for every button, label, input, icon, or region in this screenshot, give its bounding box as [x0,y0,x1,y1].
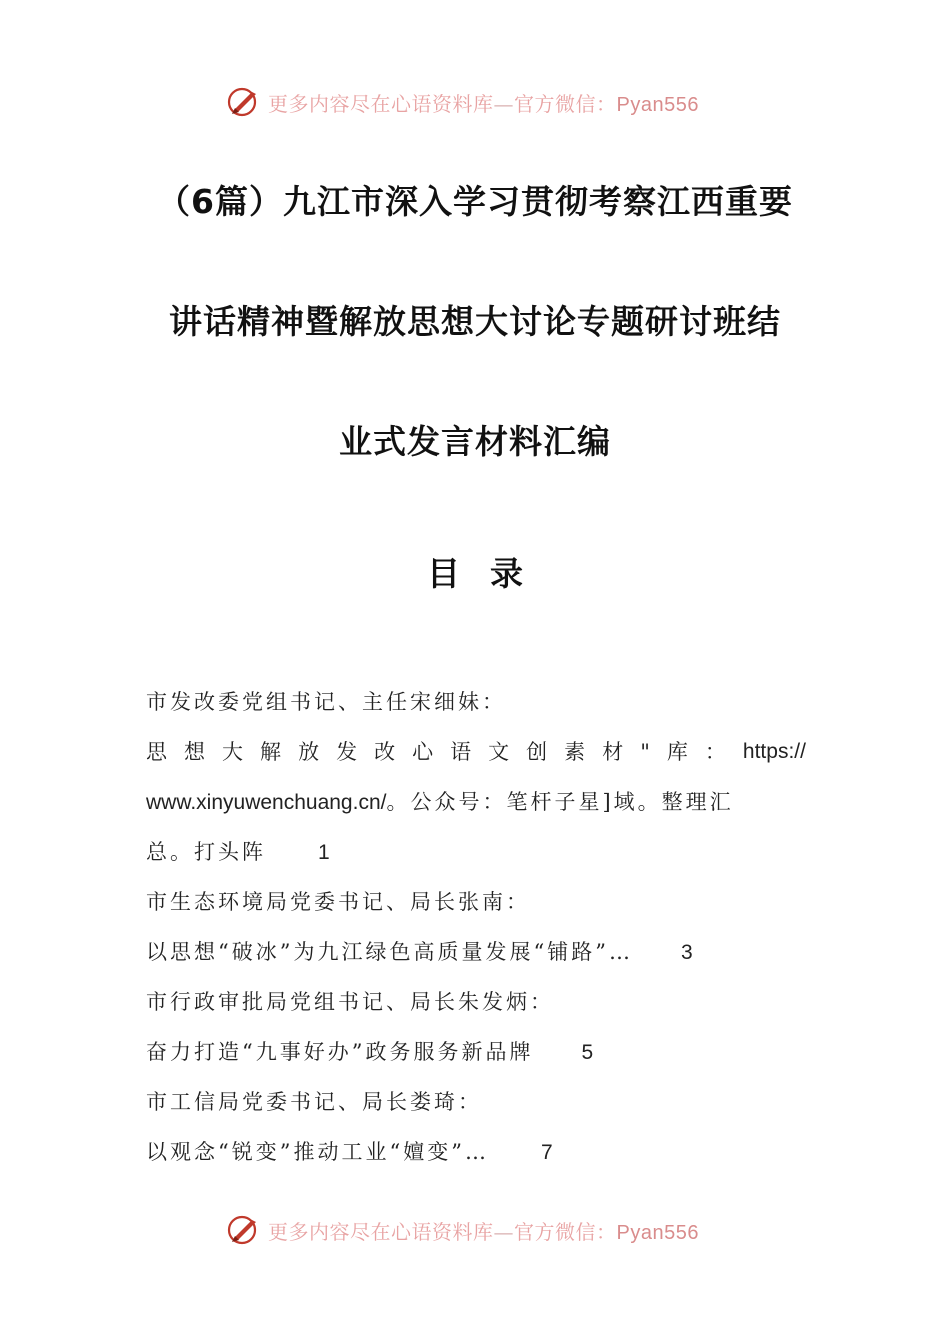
toc-entry-1-line-c [146,830,806,880]
toc-entry-1-line-a [146,730,806,780]
toc-page-number-3: 5 [581,1041,594,1064]
pen-logo-icon [226,84,262,120]
char: 语 [450,740,472,764]
watermark-official: 官方微信： [514,91,617,116]
toc-author-1: 市发改委党组书记、主任宋细妹： [146,690,506,714]
toc-title-2: 以思想“破冰”为九江绿色高质量发展“铺路”… [146,940,633,964]
char: 放 [298,740,320,764]
char: 解 [260,740,282,764]
toc-entry-4 [146,1130,806,1180]
header-watermark [226,82,746,122]
char: 大 [222,740,244,764]
watermark-text: 更多内容尽在心语资料库 [268,1219,494,1244]
document-title-line-1: （6篇）九江市深入学习贯彻考察江西重要 [157,182,793,221]
char: 改 [374,740,396,764]
document-title-line-3: 业式发言材料汇编 [339,422,611,461]
toc-entry-1-title-end: 总。打头阵 [146,840,266,864]
char: 文 [488,740,510,764]
char: ： [704,740,726,764]
char: 库 [666,740,688,764]
document-title-line-2: 讲话精神暨解放思想大讨论专题研讨班结 [169,302,781,341]
toc-author-2: 市生态环境局党委书记、局长张南： [146,890,530,914]
toc-title-4: 以观念“锐变”推动工业“嬗变”… [146,1140,489,1164]
char: 材 [602,740,624,764]
watermark-separator: — [493,1219,514,1244]
toc-page-number-4: 7 [540,1141,553,1164]
watermark-wechat-id: Pyan556 [616,93,699,116]
pen-logo-icon [226,1212,262,1248]
toc-page-number-1: 1 [318,841,330,864]
char: 发 [336,740,358,764]
toc-author-3: 市行政审批局党组书记、局长朱发炳： [146,990,554,1014]
toc-entry-3 [146,1030,806,1080]
char: " [640,740,650,764]
char: 思 [146,740,167,764]
footer-watermark [226,1210,746,1250]
toc-title-3: 奋力打造“九事好办”政务服务新品牌 [146,1040,534,1064]
toc-entry-1-line-b-rest: 。公众号：笔杆子星]域。整理汇 [386,790,734,814]
toc-entry-2 [146,930,806,980]
url-link[interactable]: www.xinyuwenchuang.cn/ [146,791,387,814]
watermark-text: 更多内容尽在心语资料库 [268,91,494,116]
url-fragment: https:// [742,740,806,763]
toc-heading: 目录 [427,554,553,593]
table-of-contents [146,680,806,1180]
toc-author-4: 市工信局党委书记、局长娄琦： [146,1090,482,1114]
char: 心 [412,740,434,764]
char: 创 [526,740,548,764]
watermark-separator: — [493,91,514,116]
char: 想 [184,740,206,764]
watermark-official: 官方微信： [514,1219,617,1244]
toc-page-number-2: 3 [680,941,693,964]
watermark-wechat-id: Pyan556 [616,1221,699,1244]
toc-entry-1-line-b [146,780,806,830]
char: 素 [564,740,586,764]
